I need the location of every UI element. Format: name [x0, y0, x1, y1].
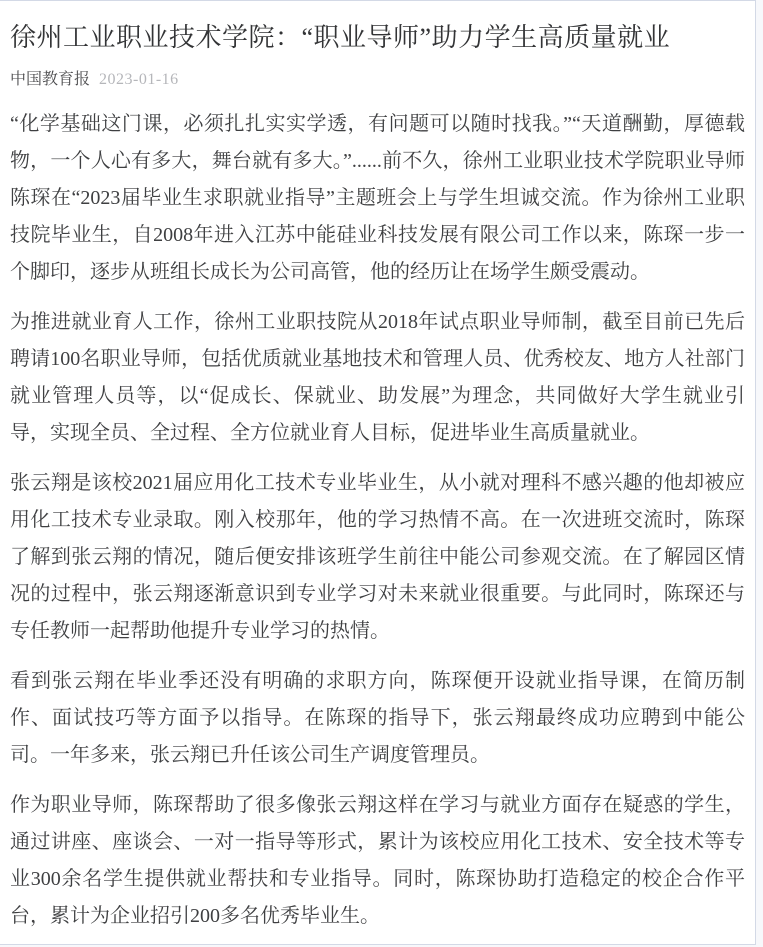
article-body [10, 106, 745, 935]
article-title: 徐州工业职业技术学院：“职业导师”助力学生高质量就业 [10, 23, 671, 52]
paragraph: “化学基础这门课，必须扎扎实实学透，有问题可以随时找我。”“天道酬勤，厚德载物，一个人心有多大，舞台就有多大。”......前不久，徐州工业职业技术学院职业导师陈琛在“2023届毕业生求职就业指导”主题班会上与学生坦诚交流。作为徐州工业职技院毕业生，自2008年进入江苏中能硅业科技发展有限公司工作以来，陈琛一步一个脚印，逐步从班组长成长为公司高管，他的经历让在场学生颇受震动。 [10, 113, 745, 283]
paragraph: 作为职业导师，陈琛帮助了很多像张云翔这样在学习与就业方面存在疑惑的学生，通过讲座、座谈会、一对一指导等形式，累计为该校应用化工技术、安全技术等专业300余名学生提供就业帮扶和专业指导。同时，陈琛协助打造稳定的校企合作平台，累计为企业招引200多名优秀毕业生。 [10, 794, 745, 927]
paragraph: 看到张云翔在毕业季还没有明确的求职方向，陈琛便开设就业指导课，在简历制作、面试技巧等方面予以指导。在陈琛的指导下，张云翔最终成功应聘到中能公司。一年多来，张云翔已升任该公司生产调度管理员。 [10, 670, 745, 766]
source-name: 中国教育报 [10, 71, 91, 88]
paragraph: 张云翔是该校2021届应用化工技术专业毕业生，从小就对理科不感兴趣的他却被应用化工技术专业录取。刚入校那年，他的学习热情不高。在一次进班交流时，陈琛了解到张云翔的情况，随后便安排该班学生前往中能公司参观交流。在了解园区情况的过程中，张云翔逐渐意识到专业学习对未来就业很重要。与此同时，陈琛还与专任教师一起帮助他提升专业学习的热情。 [10, 472, 745, 642]
paragraph: 为推进就业育人工作，徐州工业职技院从2018年试点职业导师制，截至目前已先后聘请100名职业导师，包括优质就业基地技术和管理人员、优秀校友、地方人社部门就业管理人员等，以“促成长、保就业、助发展”为理念，共同做好大学生就业引导，实现全员、全过程、全方位就业育人目标，促进毕业生高质量就业。 [10, 311, 745, 444]
byline [10, 69, 745, 91]
publish-date: 2023-01-16 [99, 71, 179, 88]
